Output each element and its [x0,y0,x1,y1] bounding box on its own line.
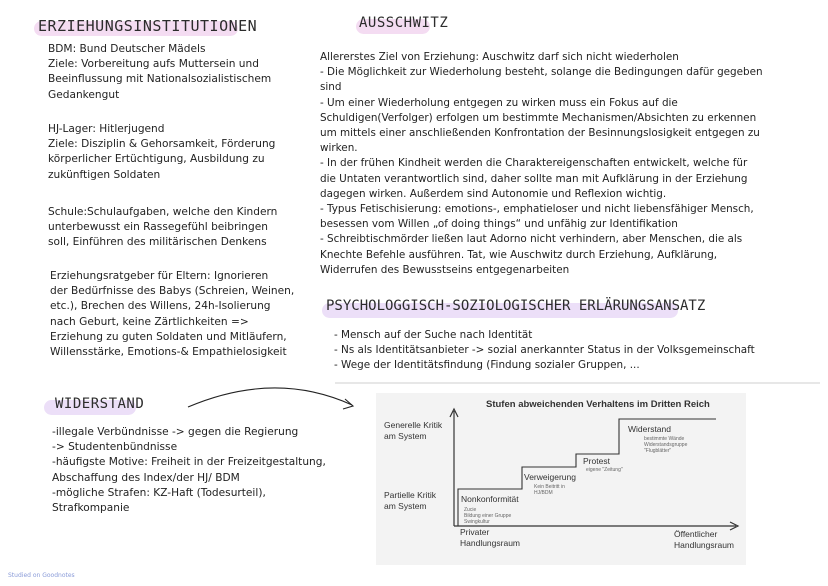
step-note: Kein Beitritt in [534,484,565,490]
text-line: - Die Möglichkeit zur Wiederholung besteht, solange die Bedingungen dafür gegeben [320,66,763,79]
text-line: zukünftigen Soldaten [48,168,161,181]
text-line: Abschaffung des Index/der HJ/ BDM [52,471,240,484]
text-line: Erziehungsratgeber für Eltern: Ignorieren [50,270,269,282]
step-note: bestimmte Wände [644,436,685,442]
text-line: dagegen wirken. Außerdem sind Autonomie und Reflexion wichtig. [320,187,667,200]
text-line: Strafkompanie [52,502,130,515]
text-line: Ziele: Vorbereitung aufs Muttersein und [48,58,259,71]
block-widerstand [52,425,326,516]
text-line: unterbewusst ein Rassegefühl beibringen [48,221,268,234]
heading-psychologisch: PSYCHOLOGGISCH-SOZIOLOGISCHER ERLÄRUNGSANSATZ [326,298,706,314]
step-note: eigene "Zeitung" [586,467,623,473]
text-line: Willensstärke, Emotions-& Empathielosigkeit [50,346,287,359]
text-line: -> Studentenbündnisse [52,441,178,454]
text-line: - Ns als Identitätsanbieter -> sozial anerkannter Status in der Volksgemeinschaft [334,344,755,357]
step-note: Zucie [464,507,477,513]
text-line: wirken. [320,142,358,155]
step-note: Widerstandsgruppe [644,442,688,448]
text-line: um mittels einer anschließenden Konfrontation der Besinnungslosigkeit entgegen zu [320,127,760,140]
y-top-label-2: am System [384,431,427,441]
text-line: besessen vom Willen „of doing things“ und unfähig zur Identifikation [320,218,678,231]
text-line: Widerrufen des Bewusstseins entgegenarbeiten [320,263,570,276]
step-label-verweigerung: Verweigerung [524,472,576,482]
text-line: -illegale Verbündnisse -> gegen die Regierung [52,426,299,438]
heading-auschwitz: AUSSCHWITZ [359,15,449,31]
text-line: Schule:Schulaufgaben, welche den Kindern [48,206,278,218]
text-line: körperlicher Ertüchtigung, Ausbildung zu [48,153,265,166]
footer-watermark: Studied on Goodnotes [8,572,75,579]
text-line: -häufigste Motive: Freiheit in der Freizeitgestaltung, [52,456,326,469]
text-line: Gedankengut [48,88,120,101]
text-line: etc.), Brechen des Willens, 24h-Isolierung [50,300,271,313]
text-line: Schuldigen(Verfolger) erfolgen um bestimmte Mechanismen/Absichten zu erkennen [320,111,757,124]
x-right-label-1: Öffentlicher [674,529,718,539]
figure-staircase [376,393,746,565]
step-label-nonkonformitaet: Nonkonformität [461,494,519,504]
x-right-label-2: Handlungsraum [674,540,735,550]
heading-widerstand: WIDERSTAND [55,396,145,412]
step-note: "Flugblätter" [644,448,672,454]
text-line: HJ-Lager: Hitlerjugend [48,123,165,135]
text-line: der Bedürfnisse des Babys (Schreien, Weinen, [50,285,295,298]
step-note: Bildung einer Gruppe [464,513,512,519]
text-line: Ziele: Disziplin & Gehorsamkeit, Förderung [48,138,276,151]
x-left-label-1: Privater [460,527,490,537]
text-line: - Mensch auf der Suche nach Identität [334,329,533,341]
text-line: - Schreibtischmörder ließen laut Adorno nicht verhindern, aber Menschen, die als [320,233,743,246]
text-line: BDM: Bund Deutscher Mädels [48,43,206,55]
y-bottom-label-1: Partielle Kritik [384,490,436,500]
y-bottom-label-2: am System [384,501,427,511]
step-note: HJ/BDM [534,490,553,496]
text-line: - Um einer Wiederholung entgegen zu wirken muss ein Fokus auf die [320,96,678,109]
x-left-label-2: Handlungsraum [460,538,521,548]
text-line: Beeinflussung mit Nationalsozialistischem [48,73,272,86]
text-line: - Typus Fetischisierung: emotions-, emphatieloser und nicht liebensfähiger Mensch, [320,203,754,216]
text-line: -mögliche Strafen: KZ-Haft (Todesurteil), [52,486,266,499]
text-line: Allererstes Ziel von Erziehung: Auschwitz darf sich nicht wiederholen [320,51,679,63]
text-line: sind [320,81,342,94]
figure-title: Stufen abweichenden Verhaltens im Dritten Reich [486,399,710,410]
text-line: Erziehung zu guten Soldaten und Mitläufern, [50,330,287,343]
text-line: soll, Einführen des militärischen Denkens [48,236,267,249]
text-line: Knechte Befehle ausführen. Tat, wie Auschwitz durch Erziehung, Aufklärung, [320,248,718,261]
text-line: - In der frühen Kindheit werden die Charaktereigenschaften entwickelt, welche für [320,157,748,170]
step-label-widerstand: Widerstand [628,424,671,434]
y-top-label-1: Generelle Kritik [384,420,443,430]
text-line: - Wege der Identitätsfindung (Findung sozialer Gruppen, ... [334,359,640,372]
heading-erziehungsinstitutionen: ERZIEHUNGSINSTITUTIONEN [38,17,258,35]
text-line: nach Geburt, keine Zärtlichkeiten => [50,315,249,328]
step-note: Swingkultur [464,519,490,525]
text-line: die Untaten verantwortlich sind, daher sollte man mit Aufklärung in der Erziehung [320,172,748,185]
step-label-protest: Protest [583,456,610,466]
